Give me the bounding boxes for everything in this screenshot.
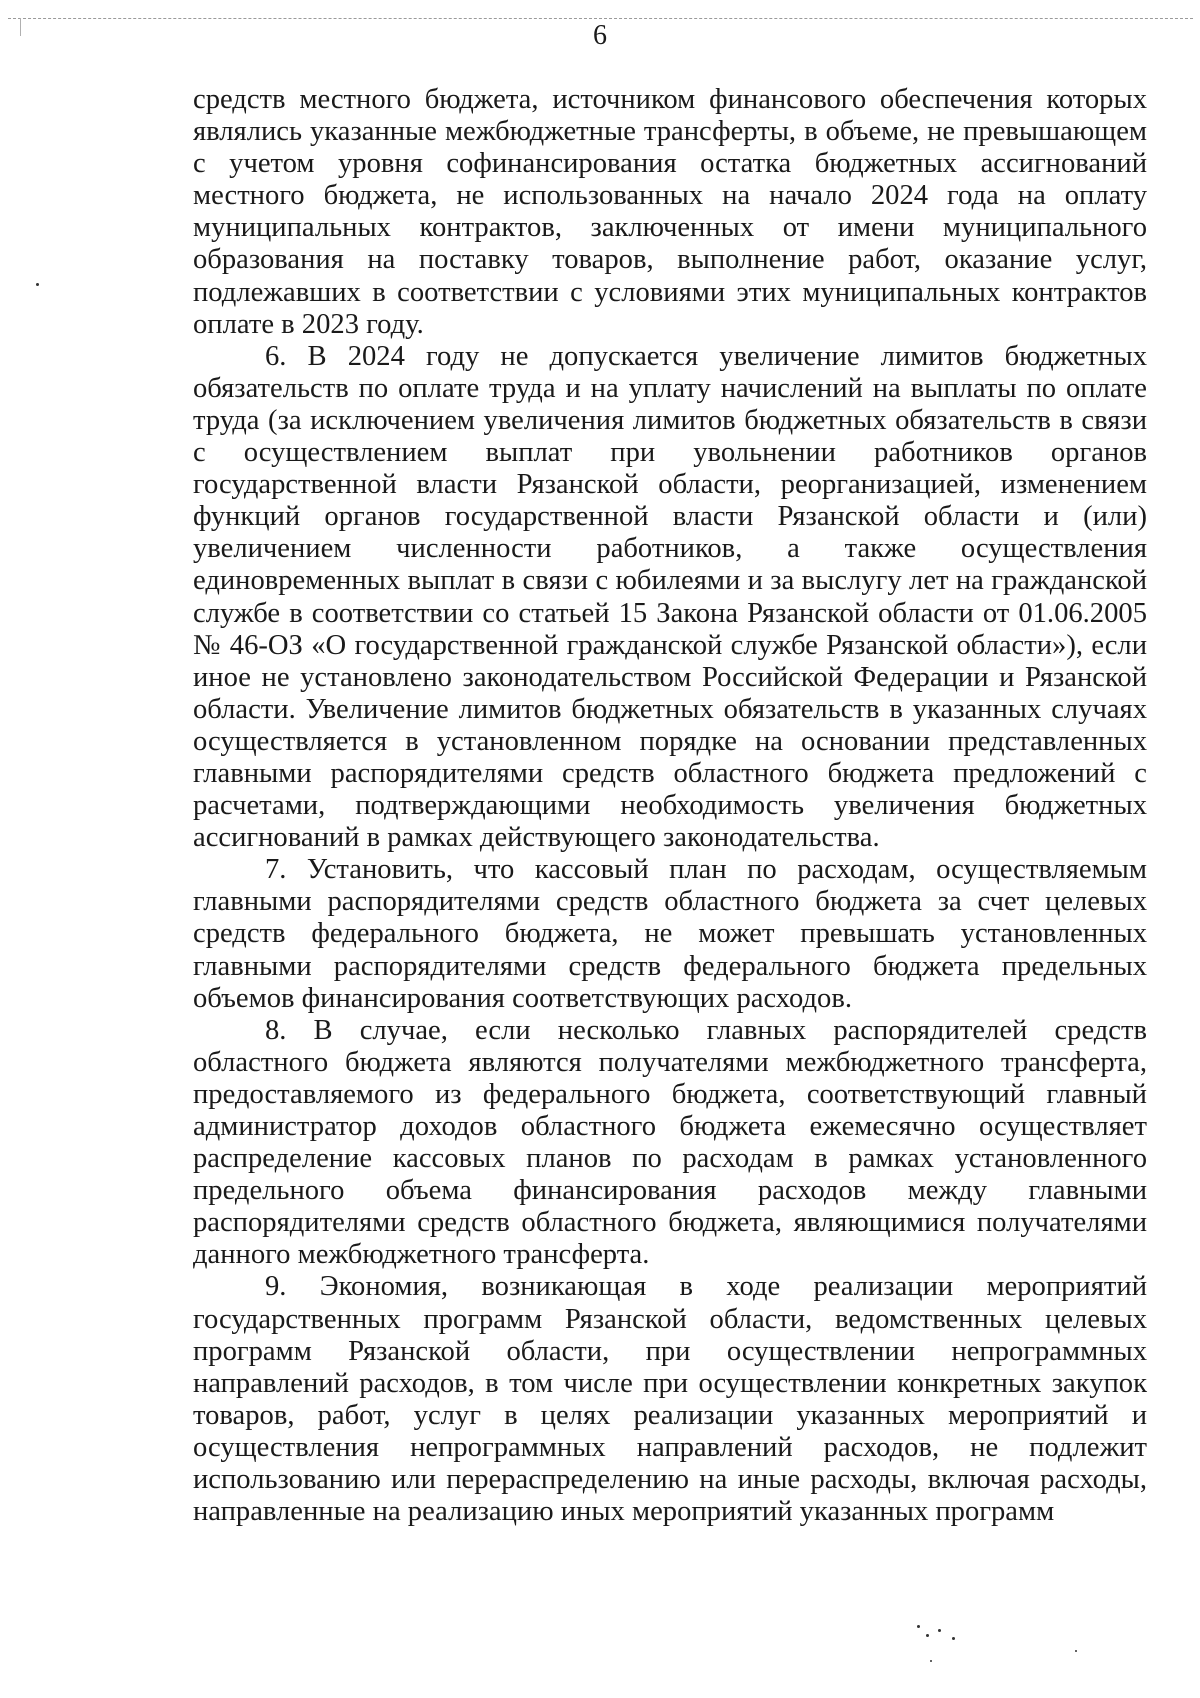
paragraph-continuation: средств местного бюджета, источником финансового обеспечения которых являлись указанные межбюджетные трансферты, в объеме, не превышающем с учетом уровня софинансирования остатка бюджетных ассигнований местного бюджета, не использованных на начало 2024 года на оплату муниципальных контрактов, заключенных от имени муниципального образования на поставку товаров, выполнение работ, оказание услуг, подлежавших в соответствии с условиями этих муниципальных контрактов оплате в 2023 году.	[193, 84, 1147, 340]
scan-speck	[930, 1660, 932, 1662]
scan-edge-line	[8, 18, 1193, 19]
paragraph-item-9: 9. Экономия, возникающая в ходе реализации мероприятий государственных программ Рязанской области, ведомственных целевых программ Рязанской области, при осуществлении непрограммных направлений расходов, в том числе при осуществлении конкретных закупок товаров, работ, услуг в целях реализации указанных мероприятий и осуществления непрограммных направлений расходов, не подлежит использованию или перераспределению на иные расходы, включая расходы, направленные на реализацию иных мероприятий указанных программ	[193, 1271, 1147, 1528]
scan-speck	[938, 1629, 941, 1632]
page-number: 6	[593, 20, 607, 51]
scan-speck	[1075, 1650, 1077, 1652]
scan-speck	[952, 1637, 955, 1640]
document-body	[193, 84, 1147, 1528]
paragraph-item-8: 8. В случае, если несколько главных распорядителей средств областного бюджета являются получателями межбюджетного трансферта, предоставляемого из федерального бюджета, соответствующий главный администратор доходов областного бюджета ежемесячно осуществляет распределение кассовых планов по расходам в рамках установленного предельного объема финансирования расходов между главными распорядителями средств областного бюджета, являющимися получателями данного межбюджетного трансферта.	[193, 1014, 1147, 1271]
scan-speck	[36, 283, 39, 286]
scan-speck	[917, 1625, 920, 1628]
paragraph-item-7: 7. Установить, что кассовый план по расходам, осуществляемым главными распорядителями средств областного бюджета за счет целевых средств федерального бюджета, не может превышать установленных главными распорядителями средств федерального бюджета предельных объемов финансирования соответствующих расходов.	[193, 854, 1147, 1014]
scan-speck	[926, 1634, 929, 1637]
paragraph-item-6: 6. В 2024 году не допускается увеличение лимитов бюджетных обязательств по оплате труда и на уплату начислений на выплаты по оплате труда (за исключением увеличения лимитов бюджетных обязательств в связи с осуществлением выплат при увольнении работников органов государственной власти Рязанской области, реорганизацией, изменением функций органов государственной власти Рязанской области и (или) увеличением численности работников, а также осуществления единовременных выплат в связи с юбилеями и за выслугу лет на гражданской службе в соответствии со статьей 15 Закона Рязанской области от 01.06.2005 № 46-ОЗ «О государственной гражданской службе Рязанской области»), если иное не установлено законодательством Российской Федерации и Рязанской области. Увеличение лимитов бюджетных обязательств в указанных случаях осуществляется в установленном порядке на основании представленных главными распорядителями средств областного бюджета предложений с расчетами, подтверждающими необходимость увеличения бюджетных ассигнований в рамках действующего законодательства.	[193, 340, 1147, 854]
